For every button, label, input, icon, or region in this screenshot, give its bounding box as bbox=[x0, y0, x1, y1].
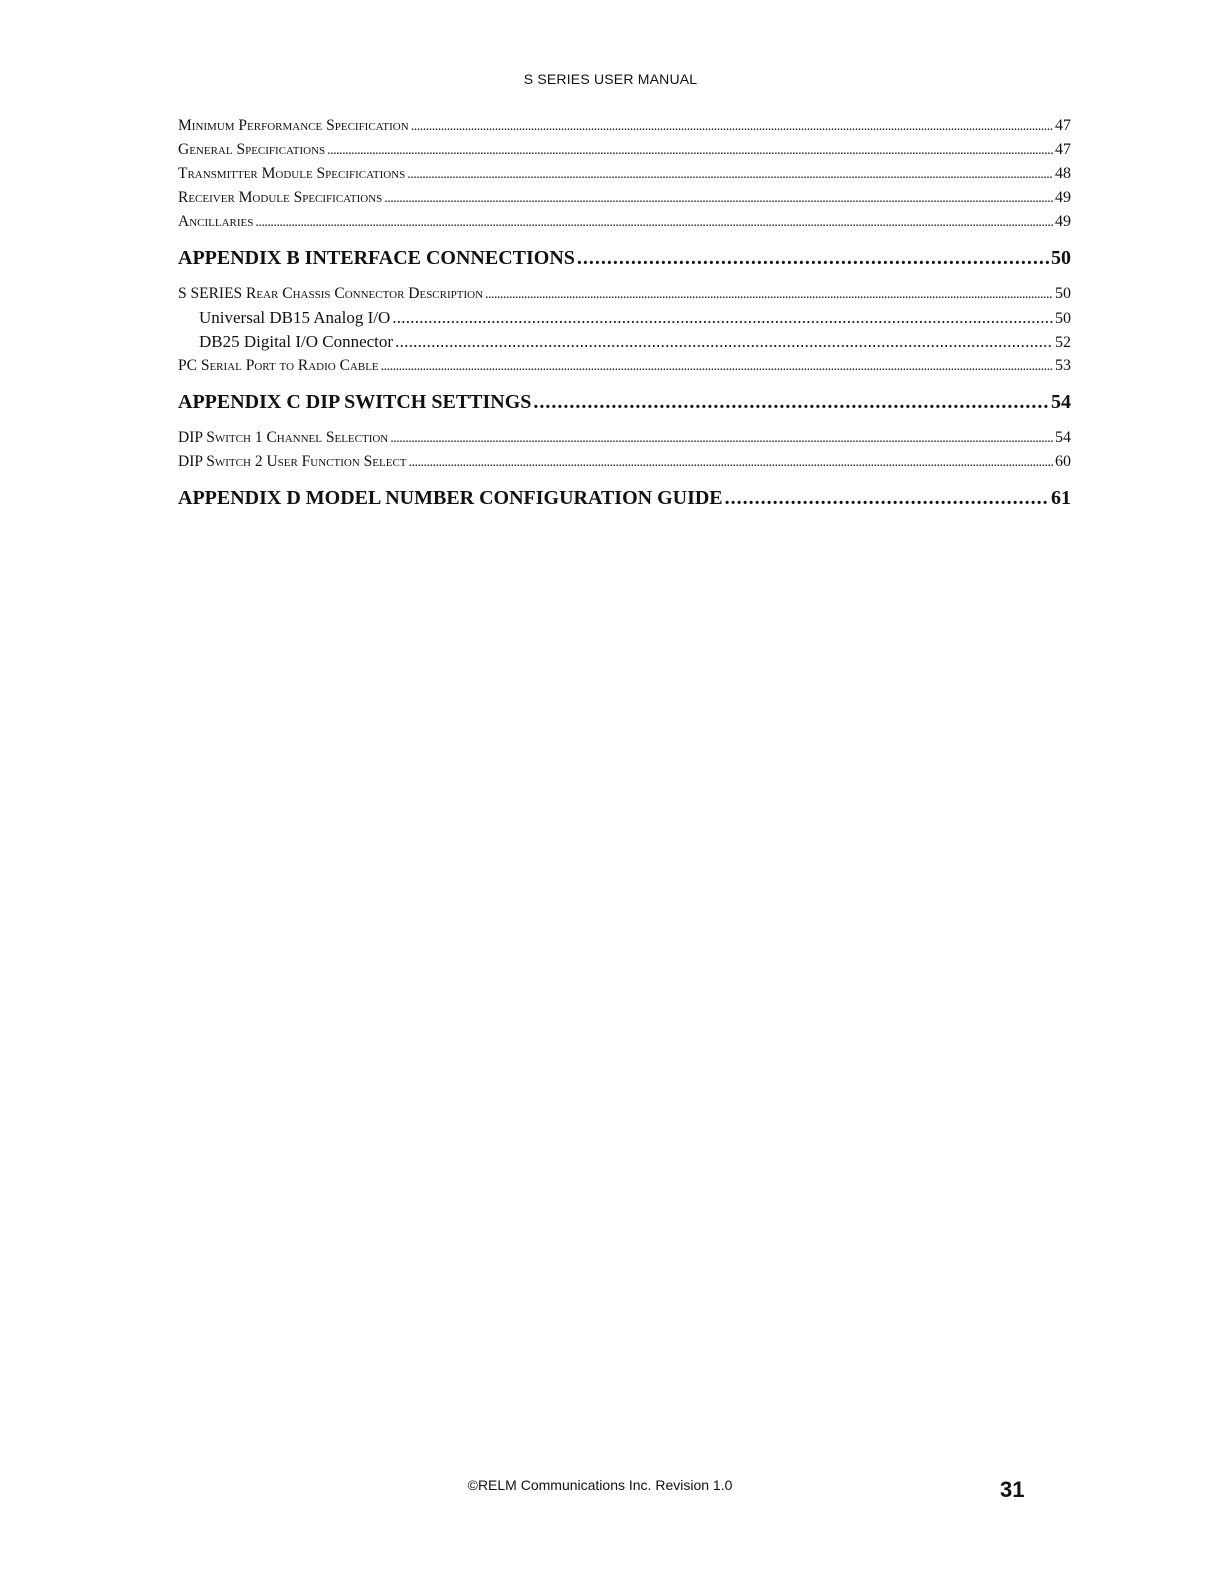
toc-appendix-heading[interactable] bbox=[178, 234, 1071, 282]
toc-entry-page: 54 bbox=[1055, 429, 1071, 446]
toc-entry-page: 60 bbox=[1055, 453, 1071, 470]
toc-entry-label: APPENDIX B INTERFACE CONNECTIONS bbox=[178, 247, 575, 269]
dot-leader bbox=[407, 163, 1053, 187]
toc-subentry[interactable] bbox=[178, 330, 1071, 354]
toc-entry-page: 49 bbox=[1055, 213, 1071, 230]
toc-entry[interactable] bbox=[178, 450, 1071, 474]
toc-entry[interactable] bbox=[178, 354, 1071, 378]
footer-copyright: ©RELM Communications Inc. Revision 1.0 bbox=[467, 1477, 733, 1493]
toc-entry-label: Ancillaries bbox=[178, 213, 254, 230]
dot-leader bbox=[327, 139, 1053, 163]
running-header: S SERIES USER MANUAL bbox=[523, 71, 698, 87]
toc-entry-page: 49 bbox=[1055, 189, 1071, 206]
toc-subentry[interactable] bbox=[178, 306, 1071, 330]
toc-entry-page: 52 bbox=[1055, 334, 1071, 351]
dot-leader bbox=[392, 306, 1053, 330]
dot-leader bbox=[533, 378, 1049, 426]
toc-entry-label: Universal DB15 Analog I/O bbox=[199, 308, 391, 327]
dot-leader bbox=[485, 283, 1053, 307]
toc-entry-page: 48 bbox=[1055, 165, 1071, 182]
toc-appendix-heading[interactable] bbox=[178, 378, 1071, 426]
dot-leader bbox=[409, 451, 1053, 475]
toc-entry[interactable] bbox=[178, 282, 1071, 306]
toc-entry-page: 50 bbox=[1055, 310, 1071, 327]
toc-entry-page: 50 bbox=[1051, 247, 1071, 269]
toc-entry-label: DB25 Digital I/O Connector bbox=[199, 332, 394, 351]
toc-entry-label: Receiver Module Specifications bbox=[178, 189, 383, 206]
toc-entry[interactable] bbox=[178, 210, 1071, 234]
table-of-contents bbox=[178, 114, 1071, 522]
toc-entry-label: APPENDIX C DIP SWITCH SETTINGS bbox=[178, 391, 532, 413]
toc-entry-page: 61 bbox=[1051, 487, 1071, 509]
dot-leader bbox=[395, 330, 1053, 354]
toc-entry-label: S SERIES Rear Chassis Connector Description bbox=[178, 285, 484, 302]
toc-entry-label: Minimum Performance Specification bbox=[178, 117, 409, 134]
page-number: 31 bbox=[1000, 1477, 1025, 1502]
toc-entry-label: PC Serial Port to Radio Cable bbox=[178, 357, 379, 374]
toc-entry-page: 47 bbox=[1055, 117, 1071, 134]
toc-entry-label: DIP Switch 2 User Function Select bbox=[178, 453, 407, 470]
toc-entry-label: APPENDIX D MODEL NUMBER CONFIGURATION GUIDE bbox=[178, 487, 723, 509]
toc-entry-page: 54 bbox=[1051, 391, 1071, 413]
toc-entry-page: 53 bbox=[1055, 357, 1071, 374]
toc-entry[interactable] bbox=[178, 138, 1071, 162]
dot-leader bbox=[381, 355, 1053, 379]
toc-appendix-heading[interactable] bbox=[178, 474, 1071, 522]
toc-entry[interactable] bbox=[178, 426, 1071, 450]
toc-entry-label: Transmitter Module Specifications bbox=[178, 165, 406, 182]
dot-leader bbox=[725, 474, 1049, 522]
toc-entry-label: DIP Switch 1 Channel Selection bbox=[178, 429, 389, 446]
toc-entry-label: General Specifications bbox=[178, 141, 326, 158]
dot-leader bbox=[390, 427, 1053, 451]
dot-leader bbox=[577, 234, 1049, 282]
dot-leader bbox=[411, 115, 1053, 139]
toc-entry-page: 47 bbox=[1055, 141, 1071, 158]
toc-entry[interactable] bbox=[178, 162, 1071, 186]
toc-entry[interactable] bbox=[178, 114, 1071, 138]
toc-entry[interactable] bbox=[178, 186, 1071, 210]
dot-leader bbox=[255, 211, 1053, 235]
toc-entry-page: 50 bbox=[1055, 285, 1071, 302]
dot-leader bbox=[384, 187, 1053, 211]
